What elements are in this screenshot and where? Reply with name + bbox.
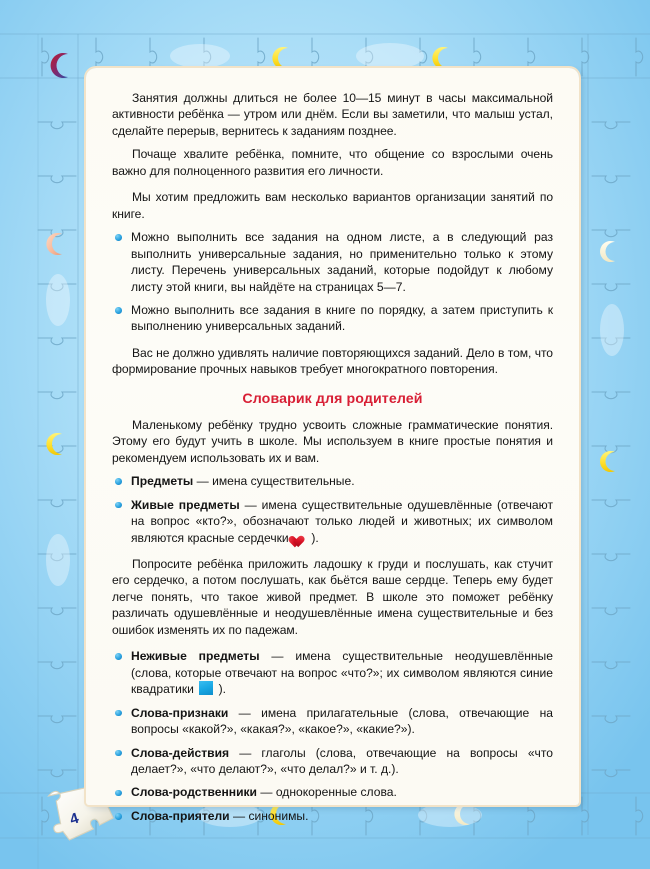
glossary-dash: — (228, 705, 262, 720)
intro-paragraph-1: Занятия должны длиться не более 10—15 минут в часы максимальной активности ребёнка — утром или днём. Если вы заметили, что малыш устал, сделайте перерыв, вернитесь к заданиям позднее. (112, 91, 553, 138)
section-heading: Словарик для родителей (242, 390, 423, 407)
option-item (112, 302, 553, 335)
bullet-dot-icon (115, 813, 122, 820)
glossary-term: Предметы (131, 474, 194, 489)
bullet-dot-icon (115, 234, 122, 241)
glossary-term: Слова-действия (131, 745, 230, 760)
glossary-term-item (112, 648, 553, 697)
option-text: Можно выполнить все задания в книге по порядку, а затем приступить к выполнению универсальных заданий. (131, 302, 553, 334)
glossary-dash: — (193, 474, 213, 489)
glossary-term-item (112, 784, 553, 800)
glossary-definition: имена прилагательные (слова, отвечающие на вопросы «какой?», «какая?», «какое?», «какие?»). (131, 705, 553, 737)
bullet-dot-icon (115, 750, 122, 757)
glossary-dash: — (229, 808, 249, 823)
glossary-term: Живые предметы (131, 497, 240, 512)
glossary-dash: — (257, 785, 276, 800)
middle-explanation-paragraph: Попросите ребёнка приложить ладошку к груди и послушать, как стучит его сердечко, а потом послушать, как бьётся ваше сердце. Теперь ему будет легче понять, что такое живой предмет. В школе это поможет ребёнку различать одушевлённые и неодушевлённые имена существительные и без ошибок изменять их по падежам. (112, 556, 553, 637)
glossary-term: Слова-родственники (131, 785, 257, 800)
heart-icon (293, 531, 307, 544)
glossary-definition: глаголы (слова, отвечающие на вопросы «что делает?», «что делают?», «что делал?» и т. д.). (131, 745, 553, 776)
intro-paragraph-2: Почаще хвалите ребёнка, помните, что общение со взрослыми очень важно для полноценного развития его личности. (112, 147, 553, 178)
note-paragraph: Вас не должно удивлять наличие повторяющихся заданий. Дело в том, что формирование прочных навыков требует многократного повторения. (112, 345, 553, 377)
bullet-dot-icon (115, 478, 122, 485)
bullet-dot-icon (115, 790, 122, 797)
glossary-term: Неживые предметы (131, 649, 260, 664)
option-item (112, 229, 553, 295)
blue-square-icon (199, 681, 213, 695)
glossary-term-item (112, 497, 553, 546)
page-number-label: 4 (67, 809, 81, 828)
option-text: Можно выполнить все задания на одном листе, а в следующий раз выполнить универсальные задания, но применительно только к этому листу. Перечень универсальных заданий, которые подойдут к любому листу этой книги, вы найдёте на страницах 5—7. (131, 230, 553, 294)
glossary-definition: имена существительные. (212, 474, 355, 489)
bullet-dot-icon (115, 710, 122, 717)
bullet-dot-icon (115, 307, 122, 314)
bullet-dot-icon (115, 502, 122, 509)
glossary-definition-before: имена существительные одушевлённые (отвечают на вопрос «кто?», обозначают только людей и животных; их символом являются красные сердечки (131, 497, 553, 545)
glossary-definition-after: ). (215, 682, 226, 697)
glossary-term-item (112, 808, 553, 824)
glossary-term: Слова-приятели (131, 808, 230, 823)
bullet-dot-icon (115, 653, 122, 660)
glossary-dash: — (239, 497, 262, 512)
glossary-dash: — (229, 745, 262, 760)
glossary-definition-after: ). (308, 530, 319, 545)
glossary-term-item (112, 705, 553, 738)
glossary-term-item (112, 745, 553, 778)
page-content (86, 68, 579, 823)
glossary-dash: — (259, 649, 296, 664)
intro-paragraph-3: Мы хотим предложить вам несколько вариантов организации занятий по книге. (112, 190, 553, 221)
glossary-definition: однокоренные слова. (275, 785, 397, 800)
glossary-definition: синонимы. (248, 808, 309, 823)
glossary-intro-paragraph: Маленькому ребёнку трудно усвоить сложные грамматические понятия. Этому его будут учить в школе. Мы используем в книге простые понятия и рекомендуем использовать их и вам. (112, 417, 553, 465)
glossary-definition-before: имена существительные неодушевлённые (слова, которые отвечают на вопрос «что?»; их символом являются синие квадратики (131, 649, 553, 697)
glossary-term: Слова-признаки (131, 705, 229, 720)
glossary-term-item (112, 473, 553, 489)
book-page-panel (86, 68, 579, 823)
